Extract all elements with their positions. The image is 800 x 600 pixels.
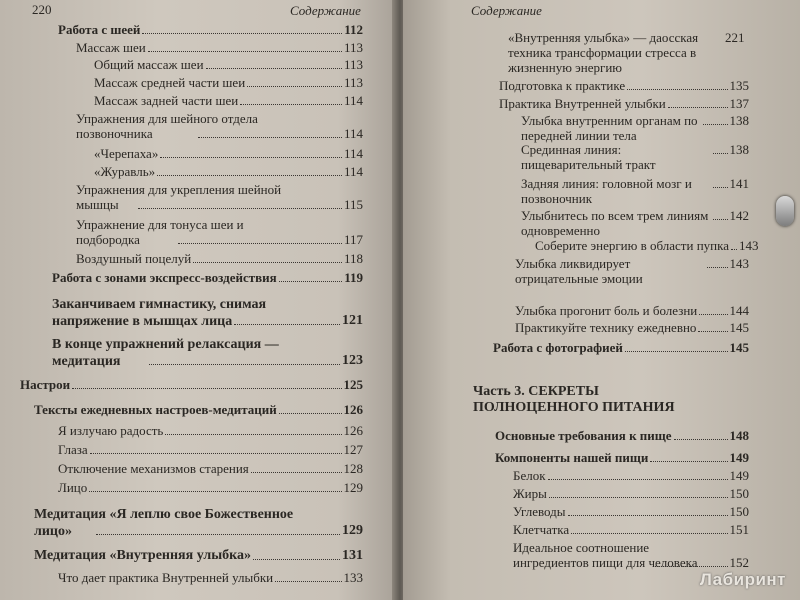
toc-entry: Упражнение для тонуса шеи и подбородка 117 bbox=[76, 217, 363, 247]
toc-entry: «Журавль» 114 bbox=[94, 164, 363, 179]
right-page-number: 221 bbox=[725, 30, 745, 45]
toc-entry: Массаж средней части шеи 113 bbox=[94, 75, 363, 90]
toc-entry: Практика Внутренней улыбки 137 bbox=[499, 96, 749, 111]
part-heading: Часть 3. СЕКРЕТЫ ПОЛНОЦЕННОГО ПИТАНИЯ bbox=[473, 384, 675, 415]
toc-entry: «Внутренняя улыбка» — даосская техника трансформации стресса в жизненную энергию bbox=[508, 30, 699, 75]
toc-entry: Я излучаю радость 126 bbox=[58, 423, 363, 438]
toc-entry: Воздушный поцелуй 118 bbox=[76, 251, 363, 266]
binder-clip bbox=[776, 196, 794, 226]
toc-entry: В конце упражнений релаксация — медитация 123 bbox=[52, 337, 363, 369]
toc-entry: Соберите энергию в области пупка 143 bbox=[535, 238, 759, 253]
toc-entry: Белок 149 bbox=[513, 468, 749, 483]
toc-entry: Улыбка внутренним органам по передней линии тела 138 bbox=[521, 113, 749, 143]
toc-entry: Настрои 125 bbox=[20, 377, 363, 392]
toc-entry: Улыбка прогонит боль и болезни 144 bbox=[515, 303, 749, 318]
toc-entry: Основные требования к пище 148 bbox=[495, 428, 749, 443]
toc-entry: Задняя линия: головной мозг и позвоночник 141 bbox=[521, 176, 749, 206]
toc-entry: Компоненты нашей пищи 149 bbox=[495, 450, 749, 465]
right-running-head: Содержание bbox=[471, 3, 542, 18]
toc-entry: Идеальное соотношение ингредиентов пищи для человека 152 bbox=[513, 540, 749, 570]
toc-entry: Заканчиваем гимнастику, снимая напряжение в мышцах лица 121 bbox=[52, 297, 363, 329]
toc-entry: Жиры 150 bbox=[513, 486, 749, 501]
toc-entry: Общий массаж шеи 113 bbox=[94, 57, 363, 72]
toc-entry: Отключение механизмов старения 128 bbox=[58, 461, 363, 476]
toc-entry: Улыбнитесь по всем трем линиям одновременно 142 bbox=[521, 208, 749, 238]
toc-entry: Практикуйте технику ежедневно 145 bbox=[515, 320, 749, 335]
toc-entry: Упражнения для шейного отдела позвоночника 114 bbox=[76, 111, 363, 141]
toc-entry: Работа с зонами экспресс-воздействия 119 bbox=[52, 270, 363, 285]
right-page bbox=[403, 0, 800, 600]
left-running-head: Содержание bbox=[290, 3, 361, 18]
toc-entry: Лицо 129 bbox=[58, 480, 363, 495]
left-page bbox=[0, 0, 397, 600]
labirint-watermark: Лабиринт bbox=[699, 570, 786, 589]
toc-entry: Работа с шеей 112 bbox=[58, 22, 363, 37]
toc-entry: Работа с фотографией 145 bbox=[493, 340, 749, 355]
toc-entry: Упражнения для укрепления шейной мышцы 115 bbox=[76, 182, 363, 212]
toc-entry: Массаж шеи 113 bbox=[76, 40, 363, 55]
toc-entry: «Черепаха» 114 bbox=[94, 146, 363, 161]
toc-entry: Клетчатка 151 bbox=[513, 522, 749, 537]
toc-entry: Медитация «Я леплю свое Божественное лицо» 129 bbox=[34, 507, 363, 539]
toc-entry: Массаж задней части шеи 114 bbox=[94, 93, 363, 108]
toc-entry: Что дает практика Внутренней улыбки 133 bbox=[58, 570, 363, 585]
toc-entry: Глаза 127 bbox=[58, 442, 363, 457]
toc-entry: Улыбка ликвидирует отрицательные эмоции 143 bbox=[515, 256, 749, 286]
toc-entry: Медитация «Внутренняя улыбка» 131 bbox=[34, 548, 363, 563]
toc-entry: Срединная линия: пищеварительный тракт 138 bbox=[521, 142, 749, 172]
left-page-number: 220 bbox=[32, 2, 52, 17]
toc-entry: Подготовка к практике 135 bbox=[499, 78, 749, 93]
toc-entry: Углеводы 150 bbox=[513, 504, 749, 519]
toc-entry: Тексты ежедневных настроев-медитаций 126 bbox=[34, 402, 363, 417]
